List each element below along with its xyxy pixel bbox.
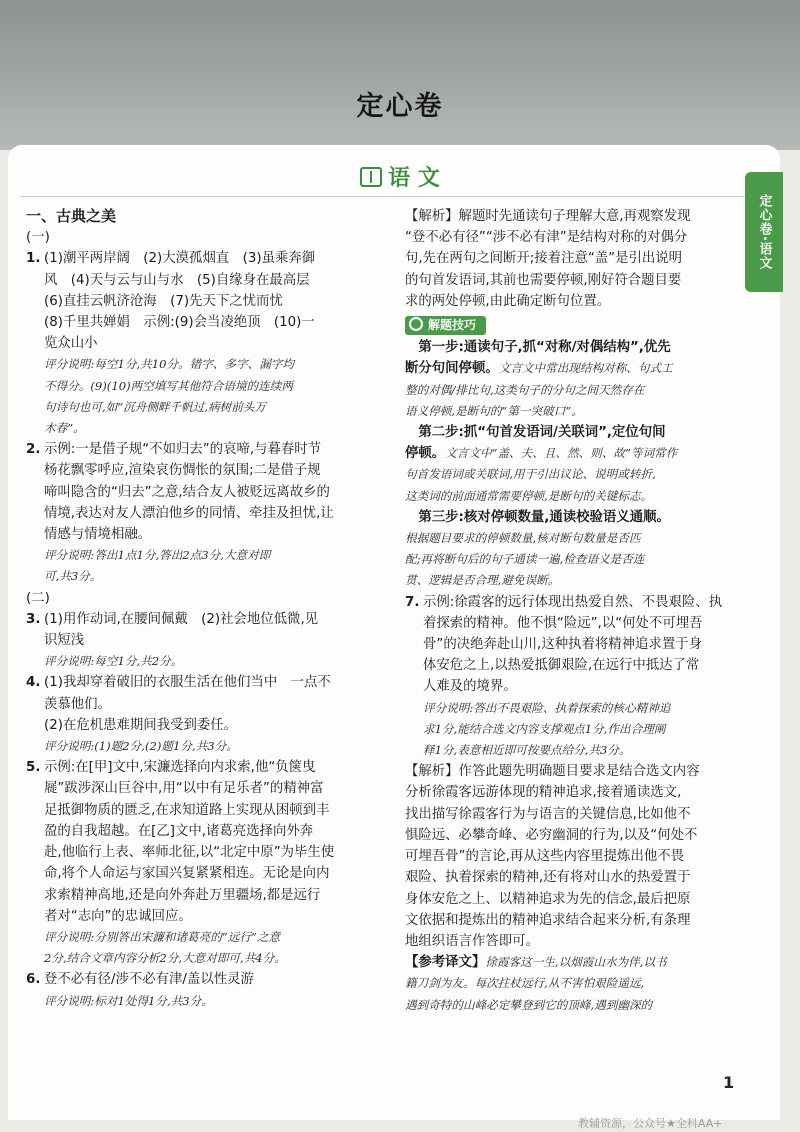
text-line [26, 651, 394, 672]
text-line [405, 422, 745, 443]
tip-tag-label: 解题技巧 [428, 318, 477, 333]
line-text: 赴,他临行上表、率师北征,以“北定中原”为毕生使 [44, 845, 335, 861]
page-number: 1 [723, 1073, 735, 1092]
line-text: 屣”跋涉深山巨谷中,用“以中有足乐者”的精神富 [44, 781, 324, 797]
watermark: 教辅资源，公众号★全科AA+ [578, 1117, 723, 1130]
line-text: 求1分,能结合选文内容支撑观点1分,作出合理阐 [423, 721, 666, 736]
line-text: 【解析】作答此题先明确题目要求是结合选文内容 [405, 764, 700, 780]
text-line [405, 464, 745, 485]
line-text: 评分说明:(1)题2分,(2)题1分,共3分。 [44, 739, 238, 754]
line-text: 这类词的前面通常需要停顿,是断句的关键标志。 [405, 488, 653, 503]
line-text: 可,共3分。 [44, 569, 102, 584]
line-text: 籍刀剑为友。每次拄杖远行,从不害怕艰险遥远, [405, 976, 645, 991]
line-text: 着探索的精神。他不惧“险远”,以“何处不可埋吾 [423, 615, 703, 631]
line-text: 啼叫隐含的“归去”之意,结合友人被贬远离故乡的 [44, 484, 330, 500]
text-line [405, 570, 745, 591]
text-line [405, 931, 745, 952]
left-column [26, 206, 394, 1012]
question-number: 2. [26, 442, 41, 458]
text-line [405, 804, 745, 825]
text-line [26, 906, 394, 927]
text-line [405, 952, 745, 973]
tip-tag-row [405, 315, 745, 336]
text-line [26, 418, 394, 439]
line-text: 情感与情境相融。 [44, 527, 152, 543]
text-line [405, 889, 745, 910]
line-text: 者对“志向”的忠诚回应。 [44, 908, 192, 924]
line-text: 情境,表达对友人漂泊他乡的同情、牵挂及担忧,让 [44, 505, 334, 521]
book-icon [360, 167, 382, 187]
cover-band [0, 0, 800, 150]
line-text: 评分说明:每空1分,共2分。 [44, 654, 183, 669]
text-line [26, 948, 394, 969]
exam-title: 定心卷 [356, 91, 444, 122]
line-text: 人难及的境界。 [423, 679, 517, 695]
line-text: 的句首发语词,其前也需要停顿,刚好符合题目要 [405, 272, 682, 288]
text-line [405, 846, 745, 867]
line-text: 示例:徐霞客的远行体现出热爱自然、不畏艰险、执 [423, 594, 723, 610]
right-column [405, 206, 745, 1016]
text-line [26, 842, 394, 863]
text-line [405, 698, 745, 719]
line-text: 文依据和提炼出的精神追求结合起来分析,有条理 [405, 912, 691, 928]
line-text: 登不必有径/涉不必有津/盖以性灵游 [44, 972, 254, 988]
line-text: 【参考译文】徐霞客这一生,以烟霞山水为伴,以书 [405, 955, 667, 971]
text-line [405, 676, 745, 697]
line-text: 根据题目要求的停顿数量,核对断句数量是否匹 [405, 531, 641, 546]
line-text: 评分说明:答出不畏艰险、执着探索的核心精神追 [423, 700, 671, 715]
question-number: 5. [26, 760, 41, 776]
text-line [405, 910, 745, 931]
line-text: (二) [26, 590, 50, 606]
text-line [26, 397, 394, 418]
text-line [26, 630, 394, 651]
line-text: (1)用作动词,在腰间佩戴 (2)社会地位低微,见 [44, 611, 319, 627]
line-text: 释1分,表意相近即可按要点给分,共3分。 [423, 743, 631, 758]
line-text: 求的两处停顿,由此确定断句位置。 [405, 293, 611, 309]
subject-divider [20, 196, 772, 197]
text-line [405, 973, 745, 994]
text-line [26, 566, 394, 587]
line-text: 句诗句也可,如“沉舟侧畔千帆过,病树前头万 [44, 399, 266, 414]
text-line [26, 482, 394, 503]
line-text: 2分,结合文章内容分析2分,大意对即可,共4分。 [44, 951, 286, 966]
line-text: 评分说明:每空1分,共10分。错字、多字、漏字均 [44, 357, 295, 372]
text-line [26, 715, 394, 736]
line-text: 骨”的决绝奔赴山川,这种执着将精神追求置于身 [423, 637, 703, 653]
text-line [405, 528, 745, 549]
line-text: 惧险远、必攀奇峰、必穷幽洞的行为,以及“何处不 [405, 827, 698, 843]
text-line [405, 358, 745, 379]
text-line [26, 821, 394, 842]
text-line [26, 885, 394, 906]
text-line [26, 333, 394, 354]
text-line [405, 592, 745, 613]
text-line [26, 227, 394, 248]
text-line [26, 588, 394, 609]
text-line [26, 206, 394, 227]
line-text: 风 (4)天与云与山与水 (5)自缘身在最高层 [44, 272, 310, 288]
line-text: 语义停顿,是断句的“第一突破口”。 [405, 403, 583, 418]
line-text: 识短浅 [44, 633, 85, 649]
line-text: 第三步:核对停顿数量,通读校验语义通顺。 [405, 509, 670, 525]
line-text: 配;再将断句后的句子通读一遍,检查语义是否连 [405, 552, 645, 567]
line-text: 第一步:通读句子,抓“对称/对偶结构”,优先 [405, 340, 671, 356]
question-number: 3. [26, 611, 41, 627]
line-text: (6)直挂云帆济沧海 (7)先天下之忧而忧 [44, 293, 283, 309]
subject-heading [0, 161, 800, 192]
text-line [405, 740, 745, 761]
text-line [405, 270, 745, 291]
text-line [26, 757, 394, 778]
line-text: 示例:在[甲]文中,宋濂选择向内求索,他“负箧曳 [44, 760, 316, 776]
line-text: 览众山小 [44, 336, 98, 352]
text-line [405, 486, 745, 507]
text-line [26, 248, 394, 269]
line-text: 可埋吾骨”的言论,再从这些内容里提炼出他不畏 [405, 849, 685, 865]
line-text: 盈的自我超越。在[乙]文中,诸葛亮选择向外奔 [44, 823, 314, 839]
line-text: 分析徐霞客远游体现的精神追求,接着通读选文, [405, 785, 682, 801]
text-line [405, 401, 745, 422]
text-line [405, 995, 745, 1016]
line-text: 评分说明:分别答出宋濂和诸葛亮的“远行”之意 [44, 929, 281, 944]
line-text: (1)我却穿着破旧的衣服生活在他们当中 一点不 [44, 675, 331, 691]
text-line [26, 609, 394, 630]
line-text: 句首发语词或关联词,用于引出议论、说明或转折, [405, 467, 656, 482]
text-line [405, 291, 745, 312]
line-text: 评分说明:答出1点1分,答出2点3分,大意对即 [44, 548, 271, 563]
text-line [26, 460, 394, 481]
text-line [26, 800, 394, 821]
line-text: 遇到奇特的山峰必定攀登到它的顶峰,遇到幽深的 [405, 997, 653, 1012]
line-text: 句,先在两句之间断开;接着注意“盖”是引出说明 [405, 251, 683, 267]
line-text: (1)潮平两岸阔 (2)大漠孤烟直 (3)虽乘奔御 [44, 251, 316, 267]
line-text: (一) [26, 230, 50, 246]
text-line [26, 545, 394, 566]
line-text: 求索精神高地,还是向外奔赴万里疆场,都是远行 [44, 887, 321, 903]
question-number: 6. [26, 972, 41, 988]
line-text: 身体安危之上、以精神追求为先的信念,最后把原 [405, 891, 691, 907]
line-text: 杨花飘零呼应,渲染哀伤惆怅的氛围;二是借子规 [44, 463, 321, 479]
text-line [26, 503, 394, 524]
text-line [405, 867, 745, 888]
line-text: 木春”。 [44, 421, 85, 436]
text-line [26, 291, 394, 312]
question-number: 7. [405, 594, 420, 610]
text-line [405, 655, 745, 676]
text-line [405, 380, 745, 401]
text-line [405, 206, 745, 227]
text-line [26, 312, 394, 333]
text-line [405, 719, 745, 740]
text-line [405, 825, 745, 846]
text-line [26, 694, 394, 715]
text-line [26, 736, 394, 757]
subject-title: 语 文 [388, 166, 440, 191]
line-text: 地组织语言作答即可。 [405, 933, 539, 949]
text-line [26, 672, 394, 693]
line-text: 羡慕他们。 [44, 696, 111, 712]
text-line [405, 227, 745, 248]
question-number: 4. [26, 675, 41, 691]
text-line [26, 376, 394, 397]
key-icon [409, 317, 423, 331]
line-text: 不得分。(9)(10)两空填写其他符合语境的连续两 [44, 378, 293, 393]
line-text: 找出描写徐霞客行为与语言的关键信息,比如他不 [405, 806, 691, 822]
text-line [405, 443, 745, 464]
line-text: 命,将个人命运与家国兴复紧紧相连。无论是向内 [44, 866, 330, 882]
text-line [405, 248, 745, 269]
line-text: “登不必有径”“涉不必有津”是结构对称的对偶分 [405, 230, 688, 246]
line-text: 示例:一是借子规“不如归去”的哀啼,与暮春时节 [44, 442, 322, 458]
line-text: (8)千里共婵娟 示例:(9)会当凌绝顶 (10)一 [44, 315, 315, 331]
line-text: 评分说明:标对1处得1分,共3分。 [44, 993, 213, 1008]
line-text: 一、古典之美 [26, 207, 117, 225]
text-line [26, 778, 394, 799]
text-line [26, 524, 394, 545]
text-line [405, 337, 745, 358]
text-line [405, 507, 745, 528]
text-line [26, 863, 394, 884]
text-line [26, 439, 394, 460]
tip-tag [405, 316, 486, 335]
text-line [405, 634, 745, 655]
text-line [26, 270, 394, 291]
line-text: 断分句间停顿。文言文中常出现结构对称、句式工 [405, 361, 673, 377]
line-text: 停顿。文言文中“盖、夫、且、然、则、故”等词常作 [405, 446, 678, 462]
line-text: (2)在危机患难期间我受到委任。 [44, 717, 238, 733]
text-line [405, 761, 745, 782]
line-text: 贯、逻辑是否合理,避免误断。 [405, 573, 560, 588]
line-text: 足抵御物质的匮乏,在求知道路上实现从困顿到丰 [44, 802, 330, 818]
line-text: 【解析】解题时先通读句子理解大意,再观察发现 [405, 209, 691, 224]
line-text: 体安危之上,以热爱抵御艰险,在远行中抵达了常 [423, 658, 700, 674]
text-line [405, 613, 745, 634]
question-number: 1. [26, 251, 41, 267]
side-tab[interactable]: 定心卷·语文 [745, 172, 783, 292]
text-line [26, 927, 394, 948]
text-line [26, 354, 394, 375]
text-line [405, 549, 745, 570]
line-text: 第二步:抓“句首发语词/关联词”,定位句间 [405, 425, 666, 441]
text-line [26, 969, 394, 990]
line-text: 艰险、执着探索的精神,还有将对山水的热爱置于 [405, 870, 691, 886]
line-text: 整的对偶/排比句,这类句子的分句之间天然存在 [405, 382, 645, 397]
text-line [26, 991, 394, 1012]
text-line [405, 782, 745, 803]
